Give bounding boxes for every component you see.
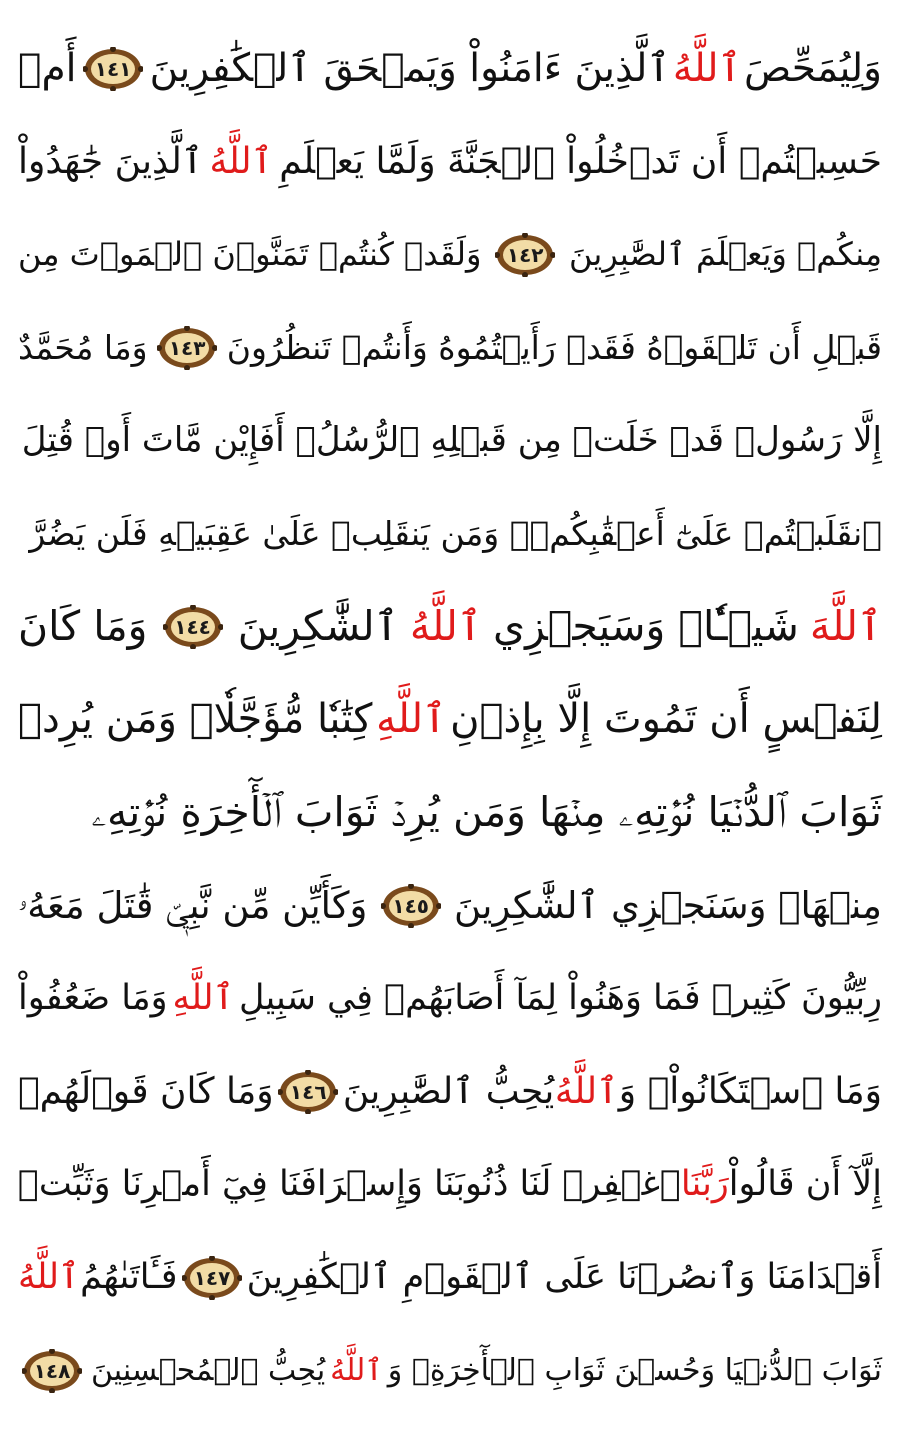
verse-line (18, 859, 882, 952)
ayah-number-marker (83, 47, 143, 91)
verse-line (18, 301, 882, 394)
ayah-number: ١٤٥ (392, 893, 429, 918)
verse-text: ٱلَّذِينَ جَٰهَدُواْ (18, 141, 203, 182)
ayah-number-marker (182, 1256, 242, 1300)
divine-name-text: ٱللَّهِ (172, 978, 235, 1018)
divine-name-text: ٱللَّهُ (209, 141, 273, 182)
verse-text: مِنكُمۡ وَيَعۡلَمَ ٱلصَّٰبِرِينَ (568, 235, 882, 273)
divine-name-text: ٱللَّهُ (330, 1353, 383, 1388)
verse-line (18, 1231, 882, 1324)
ayah-number: ١٤٢ (506, 242, 544, 267)
verse-line (18, 766, 882, 859)
verse-text: وَمَا ٱسۡتَكَانُواْۗ وَ (618, 1071, 882, 1112)
verse-text: وَلِيُمَحِّصَ (744, 46, 882, 91)
divine-name-text: ٱللَّهَ (809, 602, 882, 650)
ayah-number-marker (495, 233, 555, 277)
verse-text: قَبۡلِ أَن تَلۡقَوۡهُ فَقَدۡ رَأَيۡتُمُوهُ وَأَنتُمۡ تَنظُرُونَ (226, 328, 882, 367)
ayah-number-marker (163, 605, 223, 649)
verse-line (18, 208, 882, 301)
verse-text: يُحِبُّ ٱلۡمُحۡسِنِينَ (90, 1353, 326, 1388)
mushaf-page (18, 22, 882, 1417)
verse-text: وَلَقَدۡ كُنتُمۡ تَمَنَّوۡنَ ٱلۡمَوۡتَ مِن (18, 235, 482, 273)
verse-text: ثَوَابَ ٱلدُّنۡيَا نُؤۡتِهِۦ مِنۡهَا وَمَن يُرِدۡ ثَوَابَ ٱلۡأٓخِرَةِ نُؤۡتِهِۦ (91, 788, 882, 836)
verse-text: وَمَا كَانَ قَوۡلَهُمۡ (18, 1071, 274, 1112)
ayah-number: ١٤٧ (193, 1265, 231, 1290)
verse-text: حَسِبۡتُمۡ أَن تَدۡخُلُواْ ٱلۡجَنَّةَ وَلَمَّا يَعۡلَمِ (279, 141, 882, 182)
verse-line (18, 952, 882, 1045)
ayah-number: ١٤٣ (168, 335, 206, 360)
divine-name-text: ٱللَّهِ (376, 696, 447, 742)
divine-name-text: ٱللَّهُ (672, 46, 742, 91)
verse-line (18, 394, 882, 487)
ayah-number: ١٤٦ (289, 1079, 327, 1104)
verse-text: ٱلَّذِينَ ءَامَنُواْ وَيَمۡحَقَ ٱلۡكَٰفِرِينَ (149, 46, 671, 91)
verse-line (18, 1045, 882, 1138)
ayah-number-marker (381, 884, 441, 928)
verse-text: لِنَفۡسٍ أَن تَمُوتَ إِلَّا بِإِذۡنِ (450, 696, 882, 742)
ayah-number: ١٤٨ (33, 1358, 71, 1383)
verse-text: ٱنقَلَبۡتُمۡ عَلَىٰٓ أَعۡقَٰبِكُمۡۚ وَمَن يَنقَلِبۡ عَلَىٰ عَقِبَيۡهِ فَلَن يَضُرَّ (29, 514, 882, 553)
verse-text: ثَوَابَ ٱلدُّنۡيَا وَحُسۡنَ ثَوَابِ ٱلۡأٓخِرَةِۗ وَ (387, 1353, 882, 1388)
divine-name-text: رَبَّنَا (680, 1164, 729, 1204)
ayah-number-marker (278, 1070, 338, 1114)
verse-text: فَـَٔاتَىٰهُمُ (80, 1257, 178, 1297)
verse-text: رِبِّيُّونَ كَثِيرٞ فَمَا وَهَنُواْ لِمَآ أَصَابَهُمۡ فِي سَبِيلِ (238, 978, 882, 1018)
divine-name-text: ٱللَّهُ (409, 602, 482, 650)
verse-text: ٱغۡفِرۡ لَنَا ذُنُوبَنَا وَإِسۡرَافَنَا فِيٓ أَمۡرِنَا وَثَبِّتۡ (17, 1164, 681, 1204)
ayah-number: ١٤١ (94, 56, 132, 81)
verse-line (18, 580, 882, 673)
verse-line (18, 1324, 882, 1417)
verse-line (18, 673, 882, 766)
verse-text: أَقۡدَامَنَا وَٱنصُرۡنَا عَلَى ٱلۡقَوۡمِ ٱلۡكَٰفِرِينَ (246, 1257, 882, 1297)
verse-line (18, 487, 882, 580)
verse-text: وَكَأَيِّن مِّن نَّبِيّٖ قَٰتَلَ مَعَهُۥ (18, 884, 368, 927)
divine-name-text: ٱللَّهُ (554, 1071, 619, 1112)
verse-line (18, 22, 882, 115)
ayah-number-marker (157, 326, 217, 370)
verse-text: وَمَا مُحَمَّدٌ (18, 328, 148, 367)
verse-line (18, 115, 882, 208)
verse-text: كِتَٰبٗا مُّؤَجَّلٗاۗ وَمَن يُرِدۡ (18, 696, 373, 742)
verse-text: إِلَّا رَسُولٞ قَدۡ خَلَتۡ مِن قَبۡلِهِ ٱلرُّسُلُۚ أَفَإِيْن مَّاتَ أَوۡ قُتِلَ (21, 420, 882, 460)
verse-text: ٱلشَّٰكِرِينَ (237, 602, 399, 650)
ayah-number: ١٤٤ (174, 614, 211, 639)
verse-text: وَمَا ضَعُفُواْ (18, 978, 168, 1018)
verse-line (18, 1138, 882, 1231)
verse-text: أَمۡ (18, 46, 77, 91)
divine-name-text: ٱللَّهُ (18, 1257, 80, 1297)
verse-text: يُحِبُّ ٱلصَّٰبِرِينَ (342, 1071, 555, 1112)
verse-text: شَيۡـٔٗاۗ وَسَيَجۡزِي (493, 602, 799, 650)
ayah-number-marker (22, 1349, 82, 1393)
verse-text: مِنۡهَاۚ وَسَنَجۡزِي ٱلشَّٰكِرِينَ (453, 884, 882, 927)
verse-text: وَمَا كَانَ (18, 602, 148, 650)
verse-text: إِلَّآ أَن قَالُواْ (728, 1164, 882, 1204)
